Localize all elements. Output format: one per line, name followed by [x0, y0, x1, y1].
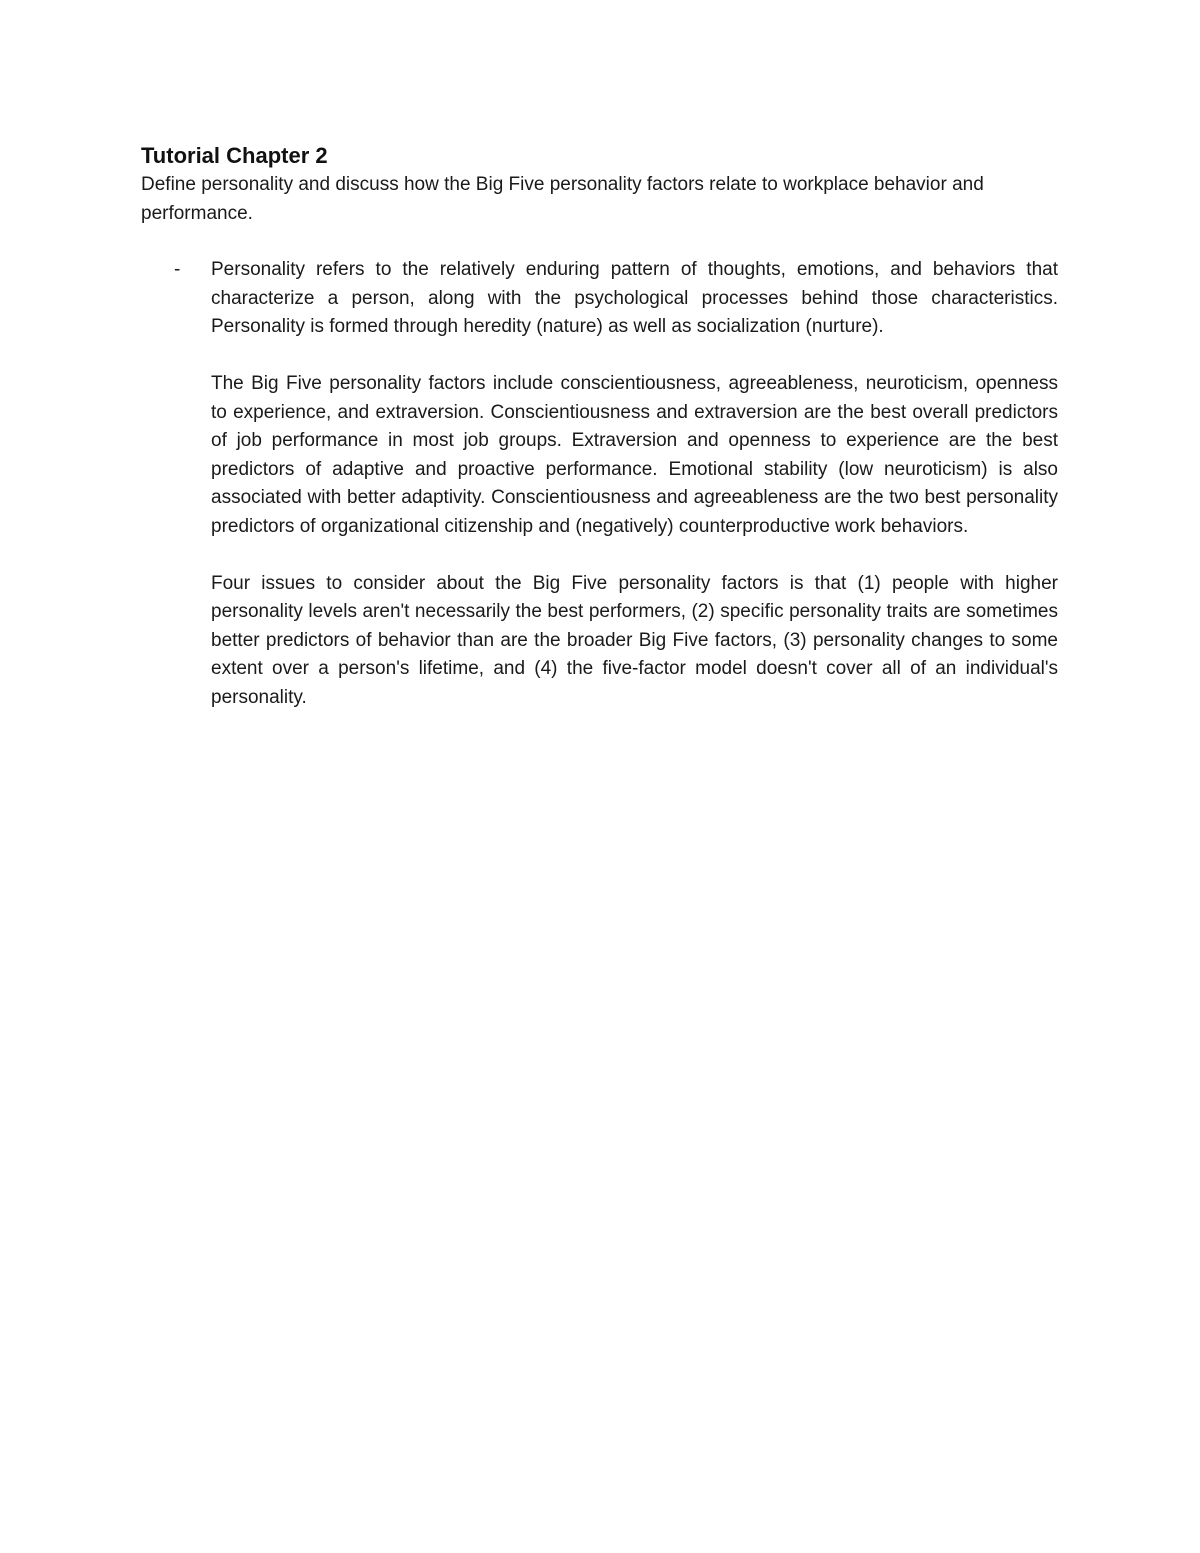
answer-paragraph-definition: Personality refers to the relatively enduring pattern of thoughts, emotions, and behaviors that characterize a person, along with the psychological processes behind those characteristics. Personality is formed through heredity (nature) as well as socialization (nurture). [211, 259, 1058, 337]
answer-list-item [141, 256, 1058, 712]
document-title: Tutorial Chapter 2 [141, 143, 328, 168]
answer-paragraph-four-issues: Four issues to consider about the Big Five personality factors is that (1) people with higher personality levels aren't necessarily the best performers, (2) specific personality traits are sometimes better predictors of behavior than are the broader Big Five factors, (3) personality changes to some extent over a person's lifetime, and (4) the five-factor model doesn't cover all of an individual's personality. [211, 572, 1058, 708]
dash-bullet-icon: - [174, 259, 181, 280]
answer-list [141, 256, 1058, 712]
document-content [141, 141, 1058, 712]
answer-paragraph-big-five: The Big Five personality factors include conscientiousness, agreeableness, neuroticism, openness to experience, and extraversion. Conscientiousness and extraversion are the best overall predictors of job performance in most job groups. Extraversion and openness to experience are the best predictors of adaptive and proactive performance. Emotional stability (low neuroticism) is also associated with better adaptivity. Conscientiousness and agreeableness are the two best personality predictors of organizational citizenship and (negatively) counterproductive work behaviors. [211, 373, 1058, 537]
tutorial-question: Define personality and discuss how the Big Five personality factors relate to workplace behavior and performance. [141, 174, 984, 224]
